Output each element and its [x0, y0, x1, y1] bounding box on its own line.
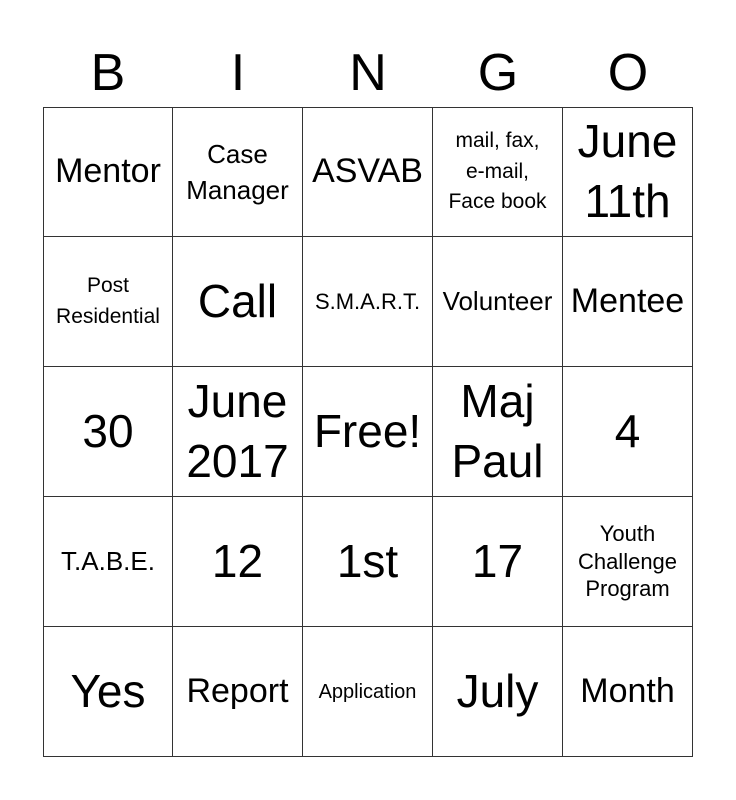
bingo-cell[interactable]	[303, 497, 433, 627]
cell-text: Case Manager	[186, 138, 289, 205]
bingo-cell[interactable]	[43, 237, 173, 367]
bingo-cell[interactable]	[433, 107, 563, 237]
bingo-cell[interactable]	[43, 107, 173, 237]
cell-text: 1st	[336, 534, 399, 587]
cell-text: Application	[318, 680, 417, 703]
cell-text: Yes	[70, 664, 146, 717]
cell-text: Mentor	[55, 152, 161, 191]
bingo-cell[interactable]	[433, 497, 563, 627]
cell-text: 12	[211, 534, 264, 587]
bingo-board	[43, 107, 693, 757]
bingo-cell[interactable]	[433, 367, 563, 497]
cell-text: June 11th	[577, 115, 678, 227]
bingo-cell[interactable]	[433, 237, 563, 367]
bingo-header	[43, 44, 693, 102]
cell-text: T.A.B.E.	[61, 546, 155, 577]
free-space-text: Free!	[313, 404, 422, 457]
bingo-cell[interactable]	[43, 627, 173, 757]
bingo-cell[interactable]	[433, 627, 563, 757]
bingo-cell[interactable]	[173, 627, 303, 757]
cell-text: 4	[614, 404, 641, 457]
bingo-cell[interactable]	[303, 237, 433, 367]
cell-text: 30	[82, 404, 134, 457]
bingo-cell[interactable]	[43, 367, 173, 497]
cell-text: Post Residential	[56, 274, 160, 328]
bingo-cell[interactable]	[173, 367, 303, 497]
header-letter-g: G	[477, 44, 519, 102]
bingo-cell[interactable]	[563, 237, 693, 367]
cell-text: mail, fax, e-mail, Face book	[448, 129, 547, 214]
bingo-cell[interactable]	[563, 107, 693, 237]
bingo-cell[interactable]	[303, 107, 433, 237]
cell-text: July	[456, 664, 539, 717]
header-letter-n: N	[349, 44, 387, 102]
cell-text: Call	[197, 274, 278, 327]
bingo-cell[interactable]	[173, 497, 303, 627]
bingo-cell[interactable]	[563, 497, 693, 627]
header-letter-o: O	[607, 44, 649, 102]
cell-text: Mentee	[570, 281, 685, 320]
bingo-cell[interactable]	[303, 627, 433, 757]
free-space-cell[interactable]	[303, 367, 433, 497]
cell-text: June 2017	[186, 374, 289, 487]
bingo-cell[interactable]	[173, 107, 303, 237]
cell-text: Maj Paul	[451, 374, 544, 487]
bingo-cell[interactable]	[563, 627, 693, 757]
bingo-cell[interactable]	[563, 367, 693, 497]
bingo-cell[interactable]	[43, 497, 173, 627]
cell-text: S.M.A.R.T.	[314, 288, 421, 314]
cell-text: 17	[471, 534, 524, 587]
cell-text: Youth Challenge Program	[577, 521, 678, 602]
cell-text: Report	[186, 671, 289, 710]
header-letter-b: B	[90, 44, 126, 102]
cell-text: ASVAB	[312, 152, 423, 191]
cell-text: Month	[580, 671, 675, 710]
bingo-cell[interactable]	[173, 237, 303, 367]
header-letter-i: I	[230, 44, 246, 102]
cell-text: Volunteer	[442, 286, 553, 317]
